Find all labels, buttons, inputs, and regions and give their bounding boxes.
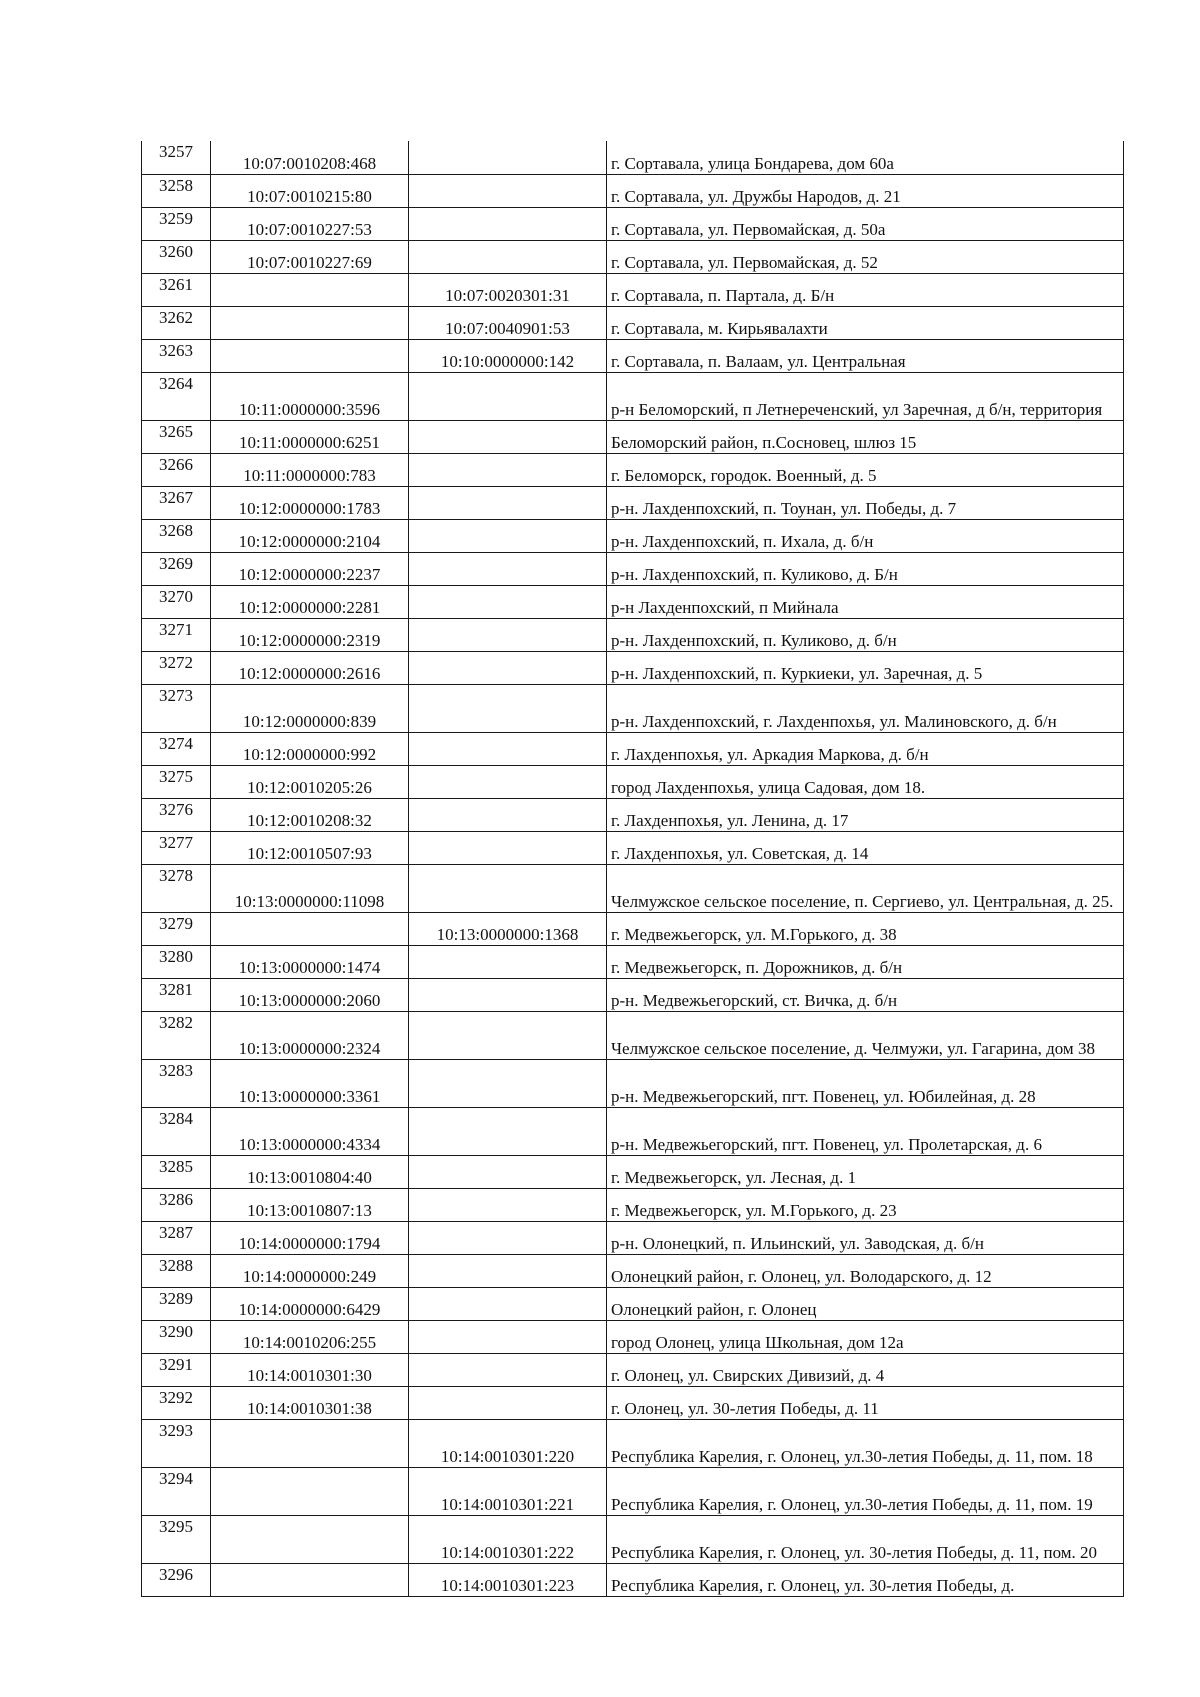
cadastral-number-cell — [211, 1419, 409, 1467]
table-row — [142, 339, 1124, 372]
address-cell: город Олонец, улица Школьная, дом 12а — [607, 1320, 1124, 1353]
table-row — [142, 831, 1124, 864]
table-row — [142, 618, 1124, 651]
address-cell: р-н. Медвежьегорский, пгт. Повенец, ул. Пролетарская, д. 6 — [607, 1107, 1124, 1155]
linked-cadastral-number-cell — [409, 207, 607, 240]
row-number-cell: 3265 — [142, 420, 211, 453]
row-number-cell: 3261 — [142, 273, 211, 306]
cadastral-number-cell: 10:12:0000000:2281 — [211, 585, 409, 618]
cadastral-number-cell: 10:14:0010301:38 — [211, 1386, 409, 1419]
row-number-cell: 3288 — [142, 1254, 211, 1287]
row-number-cell: 3264 — [142, 372, 211, 420]
table-row — [142, 1353, 1124, 1386]
address-cell: Республика Карелия, г. Олонец, ул.30-летия Победы, д. 11, пом. 18 — [607, 1419, 1124, 1467]
linked-cadastral-number-cell — [409, 1320, 607, 1353]
row-number-cell: 3296 — [142, 1563, 211, 1596]
row-number-cell: 3273 — [142, 684, 211, 732]
address-cell: г. Лахденпохья, ул. Аркадия Маркова, д. б/н — [607, 732, 1124, 765]
address-cell: Республика Карелия, г. Олонец, ул.30-летия Победы, д. 11, пом. 19 — [607, 1467, 1124, 1515]
linked-cadastral-number-cell — [409, 1059, 607, 1107]
address-cell: г. Беломорск, городок. Военный, д. 5 — [607, 453, 1124, 486]
table-row — [142, 174, 1124, 207]
cadastral-number-cell: 10:07:0010227:53 — [211, 207, 409, 240]
address-cell: р-н. Лахденпохский, п. Куликово, д. б/н — [607, 618, 1124, 651]
cadastral-number-cell: 10:07:0010227:69 — [211, 240, 409, 273]
row-number-cell: 3260 — [142, 240, 211, 273]
cadastral-number-cell: 10:12:0010507:93 — [211, 831, 409, 864]
linked-cadastral-number-cell — [409, 978, 607, 1011]
table-row — [142, 1287, 1124, 1320]
cadastral-number-cell — [211, 1515, 409, 1563]
address-cell: Олонецкий район, г. Олонец, ул. Володарского, д. 12 — [607, 1254, 1124, 1287]
table-row — [142, 240, 1124, 273]
linked-cadastral-number-cell: 10:13:0000000:1368 — [409, 912, 607, 945]
table-row — [142, 1059, 1124, 1107]
table-row — [142, 273, 1124, 306]
linked-cadastral-number-cell — [409, 1107, 607, 1155]
row-number-cell: 3286 — [142, 1188, 211, 1221]
linked-cadastral-number-cell — [409, 1287, 607, 1320]
address-cell: г. Медвежьегорск, п. Дорожников, д. б/н — [607, 945, 1124, 978]
address-cell: город Лахденпохья, улица Садовая, дом 18. — [607, 765, 1124, 798]
linked-cadastral-number-cell — [409, 1155, 607, 1188]
table-row — [142, 1563, 1124, 1596]
linked-cadastral-number-cell — [409, 1011, 607, 1059]
linked-cadastral-number-cell — [409, 240, 607, 273]
address-cell: Беломорский район, п.Сосновец, шлюз 15 — [607, 420, 1124, 453]
row-number-cell: 3271 — [142, 618, 211, 651]
table-row — [142, 1107, 1124, 1155]
table-row — [142, 912, 1124, 945]
table-row — [142, 486, 1124, 519]
address-cell: р-н. Лахденпохский, п. Куликово, д. Б/н — [607, 552, 1124, 585]
cadastral-number-cell: 10:07:0010208:468 — [211, 141, 409, 174]
row-number-cell: 3294 — [142, 1467, 211, 1515]
linked-cadastral-number-cell: 10:10:0000000:142 — [409, 339, 607, 372]
address-cell: г. Медвежьегорск, ул. Лесная, д. 1 — [607, 1155, 1124, 1188]
table-row — [142, 1155, 1124, 1188]
table-row — [142, 1515, 1124, 1563]
cadastral-number-cell: 10:12:0010208:32 — [211, 798, 409, 831]
cadastral-number-cell: 10:12:0000000:992 — [211, 732, 409, 765]
cadastral-number-cell: 10:07:0010215:80 — [211, 174, 409, 207]
table-row — [142, 1254, 1124, 1287]
table-row — [142, 585, 1124, 618]
row-number-cell: 3283 — [142, 1059, 211, 1107]
row-number-cell: 3274 — [142, 732, 211, 765]
address-cell: Челмужское сельское поселение, п. Сергиево, ул. Центральная, д. 25. — [607, 864, 1124, 912]
linked-cadastral-number-cell — [409, 552, 607, 585]
linked-cadastral-number-cell — [409, 1188, 607, 1221]
address-cell: р-н. Лахденпохский, п. Тоунан, ул. Победы, д. 7 — [607, 486, 1124, 519]
row-number-cell: 3268 — [142, 519, 211, 552]
linked-cadastral-number-cell — [409, 519, 607, 552]
row-number-cell: 3275 — [142, 765, 211, 798]
row-number-cell: 3279 — [142, 912, 211, 945]
linked-cadastral-number-cell — [409, 945, 607, 978]
address-cell: Олонецкий район, г. Олонец — [607, 1287, 1124, 1320]
row-number-cell: 3290 — [142, 1320, 211, 1353]
address-cell: р-н Лахденпохский, п Мийнала — [607, 585, 1124, 618]
address-cell: Республика Карелия, г. Олонец, ул. 30-летия Победы, д. — [607, 1563, 1124, 1596]
cadastral-number-cell: 10:14:0000000:1794 — [211, 1221, 409, 1254]
linked-cadastral-number-cell: 10:14:0010301:222 — [409, 1515, 607, 1563]
cadastral-number-cell: 10:13:0010804:40 — [211, 1155, 409, 1188]
linked-cadastral-number-cell — [409, 585, 607, 618]
address-cell: г. Олонец, ул. 30-летия Победы, д. 11 — [607, 1386, 1124, 1419]
address-cell: г. Лахденпохья, ул. Советская, д. 14 — [607, 831, 1124, 864]
row-number-cell: 3287 — [142, 1221, 211, 1254]
linked-cadastral-number-cell: 10:14:0010301:220 — [409, 1419, 607, 1467]
cadastral-number-cell: 10:12:0000000:2237 — [211, 552, 409, 585]
linked-cadastral-number-cell — [409, 1221, 607, 1254]
linked-cadastral-number-cell — [409, 174, 607, 207]
address-cell: г. Лахденпохья, ул. Ленина, д. 17 — [607, 798, 1124, 831]
address-cell: г. Сортавала, п. Валаам, ул. Центральная — [607, 339, 1124, 372]
cadastral-number-cell: 10:13:0000000:2324 — [211, 1011, 409, 1059]
address-cell: р-н. Лахденпохский, п. Ихала, д. б/н — [607, 519, 1124, 552]
linked-cadastral-number-cell — [409, 420, 607, 453]
cadastral-number-cell: 10:13:0000000:11098 — [211, 864, 409, 912]
cadastral-number-cell: 10:14:0000000:249 — [211, 1254, 409, 1287]
cadastral-number-cell — [211, 1563, 409, 1596]
table-row — [142, 945, 1124, 978]
address-cell: г. Сортавала, ул. Первомайская, д. 52 — [607, 240, 1124, 273]
cadastral-number-cell: 10:13:0000000:2060 — [211, 978, 409, 1011]
row-number-cell: 3281 — [142, 978, 211, 1011]
table-row — [142, 978, 1124, 1011]
row-number-cell: 3285 — [142, 1155, 211, 1188]
row-number-cell: 3291 — [142, 1353, 211, 1386]
address-cell: г. Олонец, ул. Свирских Дивизий, д. 4 — [607, 1353, 1124, 1386]
row-number-cell: 3267 — [142, 486, 211, 519]
address-cell: г. Сортавала, п. Партала, д. Б/н — [607, 273, 1124, 306]
cadastral-number-cell — [211, 1467, 409, 1515]
table-row — [142, 306, 1124, 339]
cadastral-number-cell: 10:13:0000000:4334 — [211, 1107, 409, 1155]
cadastral-number-cell — [211, 912, 409, 945]
table-row — [142, 798, 1124, 831]
linked-cadastral-number-cell: 10:07:0020301:31 — [409, 273, 607, 306]
row-number-cell: 3269 — [142, 552, 211, 585]
table-row — [142, 1320, 1124, 1353]
row-number-cell: 3259 — [142, 207, 211, 240]
row-number-cell: 3289 — [142, 1287, 211, 1320]
table-row — [142, 453, 1124, 486]
row-number-cell: 3282 — [142, 1011, 211, 1059]
address-cell: Республика Карелия, г. Олонец, ул. 30-летия Победы, д. 11, пом. 20 — [607, 1515, 1124, 1563]
cadastral-number-cell: 10:12:0000000:1783 — [211, 486, 409, 519]
row-number-cell: 3262 — [142, 306, 211, 339]
address-cell: г. Сортавала, ул. Первомайская, д. 50а — [607, 207, 1124, 240]
row-number-cell: 3295 — [142, 1515, 211, 1563]
linked-cadastral-number-cell — [409, 798, 607, 831]
address-cell: р-н. Лахденпохский, г. Лахденпохья, ул. Малиновского, д. б/н — [607, 684, 1124, 732]
row-number-cell: 3293 — [142, 1419, 211, 1467]
table-row — [142, 765, 1124, 798]
linked-cadastral-number-cell — [409, 765, 607, 798]
table-row — [142, 552, 1124, 585]
linked-cadastral-number-cell — [409, 684, 607, 732]
table-row — [142, 651, 1124, 684]
cadastral-number-cell: 10:11:0000000:6251 — [211, 420, 409, 453]
cadastral-number-cell: 10:13:0010807:13 — [211, 1188, 409, 1221]
cadastral-number-cell — [211, 339, 409, 372]
linked-cadastral-number-cell: 10:07:0040901:53 — [409, 306, 607, 339]
row-number-cell: 3277 — [142, 831, 211, 864]
cadastral-number-cell: 10:12:0000000:2616 — [211, 651, 409, 684]
row-number-cell: 3292 — [142, 1386, 211, 1419]
linked-cadastral-number-cell — [409, 1353, 607, 1386]
address-cell: р-н. Лахденпохский, п. Куркиеки, ул. Заречная, д. 5 — [607, 651, 1124, 684]
cadastral-number-cell: 10:12:0000000:2319 — [211, 618, 409, 651]
linked-cadastral-number-cell — [409, 486, 607, 519]
table-row — [142, 1188, 1124, 1221]
cadastral-number-cell: 10:12:0000000:839 — [211, 684, 409, 732]
table-row — [142, 684, 1124, 732]
cadastral-number-cell: 10:14:0000000:6429 — [211, 1287, 409, 1320]
row-number-cell: 3257 — [142, 141, 211, 174]
linked-cadastral-number-cell — [409, 372, 607, 420]
row-number-cell: 3276 — [142, 798, 211, 831]
address-cell: р-н Беломорский, п Летнереченский, ул Заречная, д б/н, территория — [607, 372, 1124, 420]
linked-cadastral-number-cell: 10:14:0010301:221 — [409, 1467, 607, 1515]
table-row — [142, 732, 1124, 765]
address-cell: г. Сортавала, улица Бондарева, дом 60а — [607, 141, 1124, 174]
address-cell: г. Медвежьегорск, ул. М.Горького, д. 23 — [607, 1188, 1124, 1221]
cadastral-number-cell: 10:13:0000000:3361 — [211, 1059, 409, 1107]
property-registry-table — [141, 141, 1124, 1597]
linked-cadastral-number-cell — [409, 1254, 607, 1287]
cadastral-number-cell: 10:14:0010301:30 — [211, 1353, 409, 1386]
row-number-cell: 3280 — [142, 945, 211, 978]
row-number-cell: 3270 — [142, 585, 211, 618]
linked-cadastral-number-cell — [409, 1386, 607, 1419]
linked-cadastral-number-cell — [409, 141, 607, 174]
table-row — [142, 420, 1124, 453]
table-row — [142, 1011, 1124, 1059]
table-row — [142, 1386, 1124, 1419]
cadastral-number-cell — [211, 306, 409, 339]
linked-cadastral-number-cell — [409, 831, 607, 864]
cadastral-number-cell: 10:14:0010206:255 — [211, 1320, 409, 1353]
address-cell: г. Сортавала, ул. Дружбы Народов, д. 21 — [607, 174, 1124, 207]
linked-cadastral-number-cell — [409, 453, 607, 486]
row-number-cell: 3258 — [142, 174, 211, 207]
row-number-cell: 3272 — [142, 651, 211, 684]
linked-cadastral-number-cell — [409, 618, 607, 651]
table-body — [142, 141, 1124, 1596]
table-row — [142, 141, 1124, 174]
row-number-cell: 3263 — [142, 339, 211, 372]
table-row — [142, 207, 1124, 240]
table-row — [142, 1467, 1124, 1515]
row-number-cell: 3266 — [142, 453, 211, 486]
address-cell: р-н. Олонецкий, п. Ильинский, ул. Заводская, д. б/н — [607, 1221, 1124, 1254]
table-row — [142, 864, 1124, 912]
table-row — [142, 519, 1124, 552]
cadastral-number-cell: 10:11:0000000:3596 — [211, 372, 409, 420]
table-row — [142, 372, 1124, 420]
table-row — [142, 1221, 1124, 1254]
address-cell: Челмужское сельское поселение, д. Челмужи, ул. Гагарина, дом 38 — [607, 1011, 1124, 1059]
linked-cadastral-number-cell: 10:14:0010301:223 — [409, 1563, 607, 1596]
linked-cadastral-number-cell — [409, 732, 607, 765]
address-cell: р-н. Медвежьегорский, пгт. Повенец, ул. Юбилейная, д. 28 — [607, 1059, 1124, 1107]
cadastral-number-cell: 10:12:0010205:26 — [211, 765, 409, 798]
cadastral-number-cell — [211, 273, 409, 306]
cadastral-number-cell: 10:13:0000000:1474 — [211, 945, 409, 978]
address-cell: г. Сортавала, м. Кирьявалахти — [607, 306, 1124, 339]
address-cell: р-н. Медвежьегорский, ст. Вичка, д. б/н — [607, 978, 1124, 1011]
address-cell: г. Медвежьегорск, ул. М.Горького, д. 38 — [607, 912, 1124, 945]
row-number-cell: 3284 — [142, 1107, 211, 1155]
row-number-cell: 3278 — [142, 864, 211, 912]
linked-cadastral-number-cell — [409, 651, 607, 684]
cadastral-number-cell: 10:11:0000000:783 — [211, 453, 409, 486]
table-row — [142, 1419, 1124, 1467]
linked-cadastral-number-cell — [409, 864, 607, 912]
cadastral-number-cell: 10:12:0000000:2104 — [211, 519, 409, 552]
